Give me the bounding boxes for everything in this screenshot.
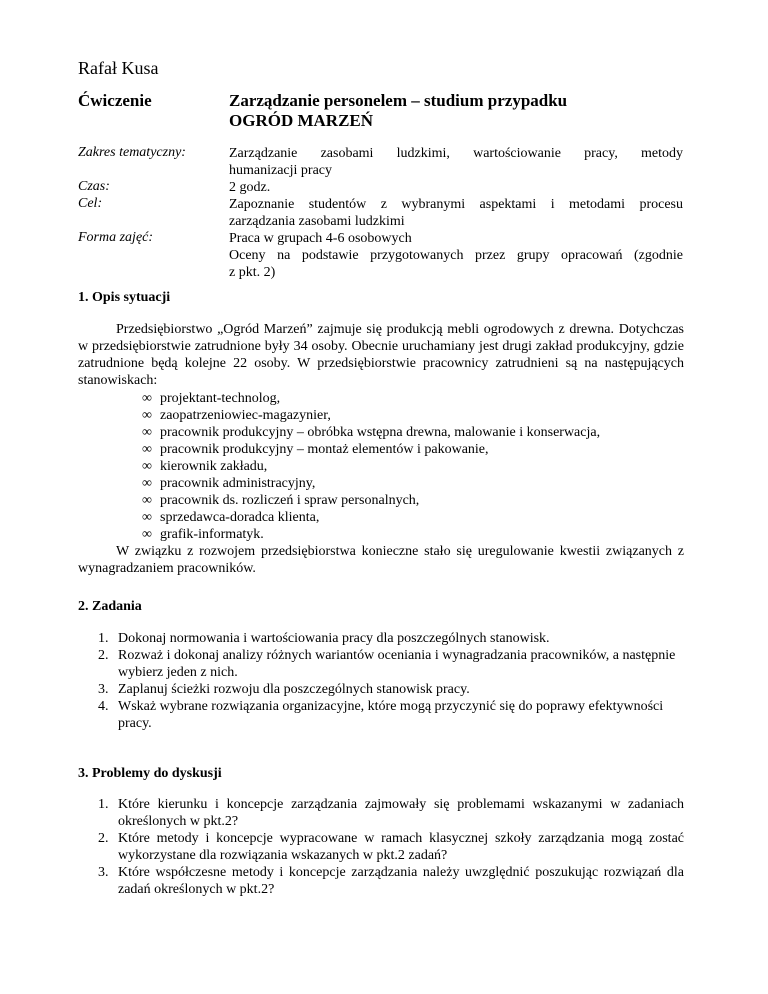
section1-intro: Przedsiębiorstwo „Ogród Marzeń” zajmuje się produkcją mebli ogrodowych z drewna. Dotychczas w przedsiębiorstwie zatrudnione były 34 osoby. Obecnie uruchamiany jest drugi zakład produkcyjny, gdzie zatrudnione będą kolejne 22 osoby. W przedsiębiorstwie pracownicy zatrudnieni są na następujących stanowiskach: [78, 322, 684, 388]
bullet-icon: ∞ [142, 459, 152, 474]
exercise-title-line2: OGRÓD MARZEŃ [229, 111, 374, 130]
list-item: ∞ projektant-technolog, [142, 391, 281, 406]
exercise-title [229, 91, 567, 131]
forma-line1: Praca w grupach 4-6 osobowych [229, 231, 412, 246]
list-item: 2. Rozważ i dokonaj analizy różnych wariantów oceniania i wynagradzania pracowników, a następnie wybierz jeden z nich. [98, 648, 676, 680]
bullet-icon: ∞ [142, 391, 152, 406]
bullet-icon: ∞ [142, 425, 152, 440]
czas-label: Czas: [78, 179, 110, 194]
section1-heading: 1. Opis sytuacji [78, 290, 171, 305]
list-item: 2. Które metody i koncepcje wypracowane w ramach klasycznej szkoły zarządzania mogą zostać wykorzystane dla rozwiązania wskazanych w pkt.2 zadań? [98, 831, 684, 863]
bullet-icon: ∞ [142, 408, 152, 423]
bullet-icon: ∞ [142, 527, 152, 542]
zakres-label: Zakres tematyczny: [78, 145, 186, 160]
cel-value [229, 196, 683, 230]
author-name: Rafał Kusa [78, 58, 159, 78]
cel-line2: zarządzania zasobami ludzkimi [229, 214, 405, 229]
list-item: 1. Dokonaj normowania i wartościowania pracy dla poszczególnych stanowisk. [98, 631, 550, 646]
section3-heading: 3. Problemy do dyskusji [78, 766, 222, 781]
list-item: 4. Wskaż wybrane rozwiązania organizacyjne, które mogą przyczynić się do poprawy efektywności pracy. [98, 699, 664, 731]
bullet-icon: ∞ [142, 493, 152, 508]
list-item: ∞ pracownik produkcyjny – obróbka wstępna drewna, malowanie i konserwacja, [142, 425, 601, 440]
list-item: ∞ grafik-informatyk. [142, 527, 264, 542]
section1-outro: W związku z rozwojem przedsiębiorstwa konieczne stało się uregulowanie kwestii związanych z wynagradzaniem pracowników. [78, 544, 684, 576]
tasks-list [98, 630, 684, 732]
list-item: ∞ pracownik produkcyjny – montaż elementów i pakowanie, [142, 442, 489, 457]
list-item: 1. Które kierunku i koncepcje zarządzania zajmowały się problemami wskazanymi w zadaniach określonych w pkt.2? [98, 797, 684, 829]
section2-heading: 2. Zadania [78, 599, 142, 614]
bullet-icon: ∞ [142, 510, 152, 525]
discussion-list [98, 796, 684, 898]
exercise-title-line1: Zarządzanie personelem – studium przypadku [229, 91, 568, 110]
forma-value [229, 230, 683, 281]
list-item: ∞ zaopatrzeniowiec-magazynier, [142, 408, 331, 423]
cel-label: Cel: [78, 196, 103, 211]
positions-list [142, 390, 600, 543]
forma-label: Forma zajęć: [78, 230, 154, 245]
list-item: ∞ sprzedawca-doradca klienta, [142, 510, 320, 525]
bullet-icon: ∞ [142, 442, 152, 457]
list-item: 3. Zaplanuj ścieżki rozwoju dla poszczególnych stanowisk pracy. [98, 682, 470, 697]
bullet-icon: ∞ [142, 476, 152, 491]
list-item: 3. Które współczesne metody i koncepcje zarządzania należy uwzględnić poszukując rozwiązań dla zadań określonych w pkt.2? [98, 865, 684, 897]
exercise-label: Ćwiczenie [78, 91, 152, 110]
zakres-line1: Zarządzanie zasobami ludzkimi, wartościowanie pracy, metody [229, 146, 683, 161]
czas-value: 2 godz. [229, 180, 271, 195]
zakres-line2: humanizacji pracy [229, 163, 333, 178]
forma-line3: z pkt. 2) [229, 265, 276, 280]
list-item: ∞ kierownik zakładu, [142, 459, 268, 474]
cel-line1: Zapoznanie studentów z wybranymi aspektami i metodami procesu [229, 197, 683, 212]
forma-line2: Oceny na podstawie przygotowanych przez grupy opracowań (zgodnie [229, 248, 683, 263]
list-item: ∞ pracownik administracyjny, [142, 476, 316, 491]
list-item: ∞ pracownik ds. rozliczeń i spraw personalnych, [142, 493, 420, 508]
zakres-value [229, 145, 683, 179]
